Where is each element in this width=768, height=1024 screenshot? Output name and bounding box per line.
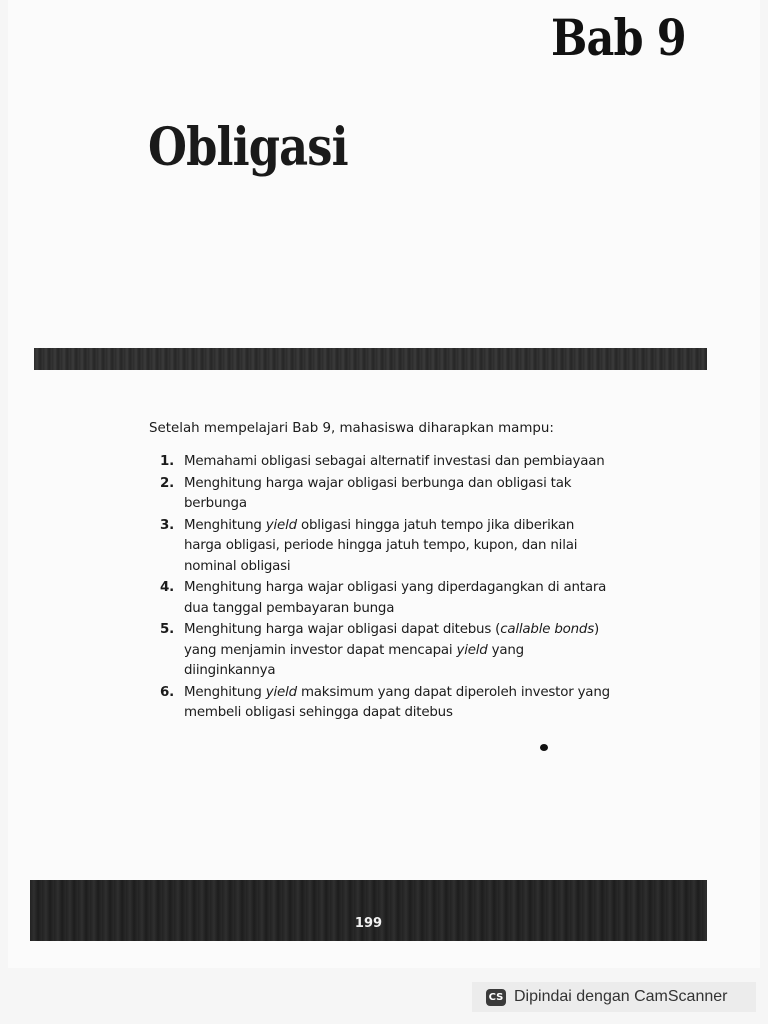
ink-dot [540, 744, 548, 751]
objective-text: Memahami obligasi sebagai alternatif investasi dan pembiayaan [184, 454, 605, 469]
objective-number: 2. [160, 475, 175, 491]
chapter-title: Obligasi [148, 117, 348, 178]
header-band [34, 348, 707, 370]
objective-text: yang diinginkannya [184, 642, 524, 678]
objective-text: Menghitung harga wajar obligasi dapat ditebus ( [184, 622, 501, 637]
objectives-intro: Setelah mempelajari Bab 9, mahasiswa diharapkan mampu: [149, 421, 554, 436]
objective-term: yield [265, 517, 297, 533]
objective-text: Menghitung harga wajar obligasi yang diperdagangkan di antara dua tanggal pembayaran bunga [184, 580, 607, 616]
objective-number: 5. [160, 622, 175, 637]
page-number: 199 [354, 916, 383, 931]
objective-item [160, 620, 610, 682]
objective-text: Menghitung [184, 684, 266, 700]
objective-text: obligasi hingga jatuh tempo jika diberikan harga obligasi, periode hingga jatuh tempo, kupon, dan nilai nominal obligasi [184, 517, 578, 574]
objective-text: ) yang menjamin investor dapat mencapai [184, 622, 600, 658]
objective-term: yield [456, 642, 488, 658]
chapter-label: Bab 9 [551, 8, 686, 67]
objective-number: 4. [160, 580, 175, 595]
objective-item [160, 452, 610, 473]
objective-item [160, 516, 610, 578]
objective-item [160, 474, 610, 515]
camscanner-watermark [472, 982, 756, 1012]
objective-term: yield [265, 684, 297, 700]
camscanner-logo-icon: CS [486, 989, 506, 1006]
objectives-list [160, 452, 610, 725]
objective-text: Menghitung [184, 517, 266, 533]
objective-number: 3. [160, 517, 175, 533]
objective-text: Menghitung harga wajar obligasi berbunga dan obligasi tak berbunga [184, 475, 572, 511]
objective-number: 6. [160, 684, 175, 700]
objective-item [160, 683, 610, 724]
objective-number: 1. [160, 454, 175, 469]
objective-text: maksimum yang dapat diperoleh investor yang membeli obligasi sehingga dapat ditebus [184, 684, 610, 720]
camscanner-label: Dipindai dengan CamScanner [514, 988, 728, 1005]
objective-item [160, 578, 610, 619]
footer-band [30, 880, 707, 941]
objective-term: callable bonds [500, 622, 594, 637]
